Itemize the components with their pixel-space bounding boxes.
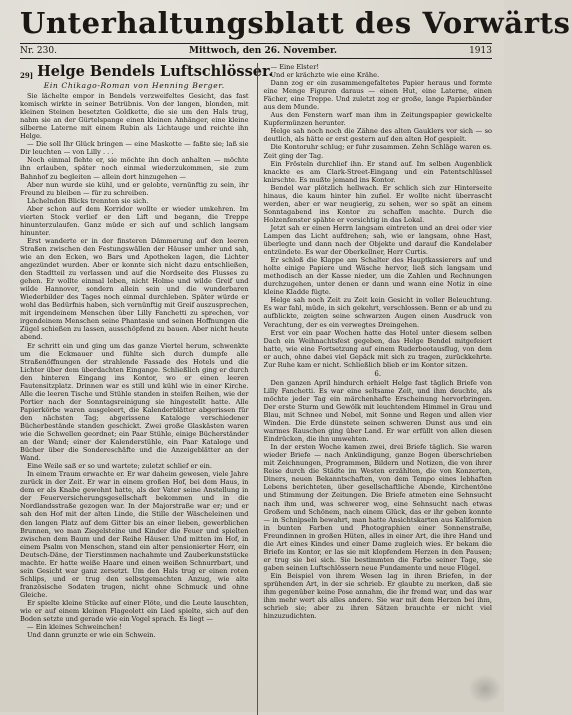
article-subtitle: Ein Chikago-Roman von Henning Berger. (43, 81, 225, 90)
installment-number: 29] (20, 70, 34, 80)
paragraph: Bendel war plötzlich hellwach. Er schlich sich zur Hinterseite hinaus, die kaum hinter hin zufiel. Er wollte nicht überrascht werden, aber er war neugierig, zu sehen, wer so spät an einem Sonntagabend ins Kontor zu schaffen machte. Durch die Holzenfenster spähte er vorsichtig in das Lokal. (263, 183, 492, 224)
article-title: Helge Bendels Luftschlösser. (37, 63, 274, 80)
paragraph: Erst vor ein paar Wochen hatte das Hotel unter diesem selben Dach ein Weihnachtsfest gegeben, das Helge Bendel mitgefeiert hatte, wie eine Fortsetzung auf einem Ruderbootausflug, von dem er auch, ohne dabei viel Gepäck mit sich zu tragen, zurückkehrte. Zur Ruhe kam er nicht. Schließlich blieb er im Kontor sitzen. (263, 328, 492, 369)
paragraph: Noch einmal flehte er, sie möchte ihn doch anhalten — möchte ihn erlauben, später noch einmal wiederzukommen, sie zum Bahnhof zu begleiten — allein dort hinzugehen — (20, 156, 249, 181)
paragraph: Aus den Fenstern warf man ihm in Zeitungspapier gewickelte Kupfermünzen herunter. (263, 111, 492, 128)
paragraph: Dann zog er ein zusammengefaltetes Papier heraus und formte eine Menge Figuren daraus — einen Hut, eine Laterne, einen Fächer, eine Treppe. Und zuletzt zog er große, lange Papierbänder aus dem Munde. (263, 79, 492, 112)
paragraph: Sie lächelte empor in Bendels verzweifeltes Gesicht, das fast komisch wirkte in seiner Betrübnis. Von der langen, blonden, mit kleinen Steinen besetzten Goldkette, die sie um den Hals trug, nahm sie an der Gürtelspange einen kleinen Anhänger, eine kleine silberne Laterne mit einem Rubin als Lichtauge und reichte ihn Helge. (20, 92, 249, 141)
paragraph: Helge sah noch noch die Zähne des alten Gauklers vor sich — so deutlich, als hätte er erst gestern auf den alten Hof gespielt. (263, 127, 492, 144)
paragraph: Er schritt ein und ging um das ganze Viertel herum, schwenkte um die Eckmauer und fühlte sich durch dumpfe alle Straßenöffnungen der strahlende Fassade des Hotels und die Lichter über dem überdachten Eingange. Schließlich ging er durch den hinteren Eingang ins Kontor, wo er einen leeren Fautensitzplatz. Drinnen war es still und kühl wie in einer Kirche. Alle die leeren Tische und Stühle standen in steifen Reihen, wie der Portier nach der Sonntagsreinigung sie hingestellt hatte. Alle Papierkörbe waren ausgeleert, die Kalenderblätter abgerissen für den nächsten Tag; abgerissene Kataloge verschiedener Bücherbestände standen geschickt. Zwei große Glaskästen waren wie die Schwellen geordnet; ein Paar Stühle, einige Bücherständer an der Wand; einer der Kalenderstühle, ein Paar Kataloge und Bücher über die Sondereschäfte und die Anzeigeblätter an der Wand. (20, 341, 249, 463)
column-left (20, 63, 274, 715)
paragraph: Er schloß die Klappe am Schalter des Hauptkassierers auf und holte einige Papiere und Wäsche hervor, ließ sich langsam und methodisch an der Kasse nieder, um die Zahlen und Rechnungen durchzugehen, unter denen er dann und wann eine Notiz in eine kleine Kladde fügte. (263, 256, 492, 297)
masthead: Unterhaltungsblatt des Vorwärts (20, 6, 571, 40)
paragraph: In einem Traum erwachte er. Er war daheim gewesen, viele Jahre zurück in der Zeit. Er war in einem großen Hof, bei dem Haus, in dem er als Knabe gewohnt hatte, als der Vater seine Anstellung in der Feuerversicherungsgesellschaft bekommen und in die Nordlandsstraße gezogen war. In der Majorstraße war er; und er sah den Hof mit der alten Linde, die Stille der Wäscheleinen und den langen Platz auf dem Gitter bis an einer lieben, gewerblichen Brunnen, wo man Ziegelsteine und Kinder die Feuer und spielten zwischen dem Baum und der Reihe Häuser. Und mitten im Hof, in einem Psalm von Menschen, stand ein alter pensionierter Herr, ein Deutsch-Däne, der Tierstimmen nachahmte und Zauberkunststücke machte. Er hatte weiße Haare und einen weißen Schnurrbart, und sein Gesicht war ganz zersetzt. Um den Hals trug er einen roten Schlips, und er trug den selbstgemachten Anzug, wie alte französische Sodaten trugen, nicht ohne Schmuck und ohne Gleiche. (20, 470, 249, 599)
column-right-text-top (264, 63, 493, 369)
paragraph: Lächelnden Blicks trennten sie sich. (27, 196, 149, 205)
paragraph: Aber schon auf dem Korridor wollte er wieder umkehren. Im vierten Stock verlief er den Lift und begann, die Treppe hinunterzulaufen. Ganz müde er sich auf und schlich langsam hinunter. (20, 204, 249, 237)
paragraph: Ein Frösteln durchlief ihn. Er stand auf. Im selben Augenblick knackte es am Clark-Street-Eingang und ein Patentschlüssel knirschte. Es mußte jemand ins Kontor. (263, 159, 492, 184)
paragraph: Und er krächzte wie eine Krähe. (270, 71, 380, 80)
issue-year: 1913 (469, 46, 492, 56)
paragraph: Erst wanderte er in der finsteren Dämmerung auf den leeren Straßen zwischen den Festungswällen der Häuser umher und sah, wie an den Ecken, wo Bars und Apotheken lagen, die Lichter angezündet wurden. Aber er konnte sich nicht dazu entschließen, den Stadtteil zu verlassen und auf die Nordseite des Flusses zu gehen. Er wollte einmal leben, nicht Holme und wilde Greif und wilde Hannover, sondern allein sein und die wunderbaren Wiederbilder des Tages noch einmal durchleben. Später würde er wohl das Bedürfnis haben, sich vernünftig mit Greif auszusprechen, mit irgendeinem Menschen über Lilly Fanchetti zu sprechen, vor irgendeinem Menschen seine Phantasie und seinen Hoffnungen die Zügel schießen zu lassen, ausschöpfend zu bauen. Aber nicht heute abend. (20, 236, 249, 342)
column-right (257, 63, 493, 715)
paragraph: — Ein kleines Schweinchen! (27, 623, 122, 632)
issue-date: Mittwoch, den 26. November. (189, 46, 338, 56)
article-headline (20, 63, 274, 80)
paragraph: — Die soll Ihr Glück bringen — eine Maskotte — faßte sie; laß sie Dir leuchten — von Lilly . . . (20, 140, 249, 157)
paragraph: Ein Beispiel von ihrem Wesen lag in ihren Briefen, in der sprühenden Art, in der sie schrieb. Er glaubte zu merken, daß sie ihm gegenüber keine Pose annahm, die ihr fremd war, und das war ihm mehr wert als alles andere. Sie war mit dem Herzen bei ihm, schrieb sie; aber zu ihren Sätzen brauchte er nicht viel hinzuzudichten. (263, 571, 492, 621)
issue-number: Nr. 230. (20, 46, 57, 56)
section-number: 6. (374, 369, 382, 378)
paragraph: Und dann grunzte er wie ein Schwein. (27, 631, 156, 640)
paper-shadow (468, 674, 502, 704)
paragraph: Den ganzen April hindurch erhielt Helge fast täglich Briefe von Lilly Fanchetti. Es war eine seltsame Zeit, und ihm deuchte, als möchte jeder Tag ein märchenhafte Erscheinung hervorbringen. Der erste Sturm und Gewölk mit leuchtendem Himmel in Grau und Blau, mit Schnee und Nebel, mit Sonne und Regen und allen vier Winden. Die Erde dünstete seinen schweren Dunst aus und ein warmes Rauschen ging über Land. Er war erfüllt von allen diesen Eindrücken, die ihn umwehten. (263, 378, 492, 444)
paragraph: Er spielte kleine Stücke auf einer Flöte, und die Leute lauschten, wie er auf einem kleinen Flageolett ein Lied spielte, sich auf den Boden setzte und gerade wie ein Vogel sprach. Es liegt — (20, 599, 249, 624)
paragraph: Eine Weile saß er so und wartete; zuletzt schlief er ein. (27, 462, 212, 471)
paragraph: Jetzt sah er einen Herrn langsam eintreten und an drei oder vier Lampen das Licht aufdrehen; sah, wie er langsam, ohne Hast, überlegte und dann nach der Objekte und darauf die Kandelaber entzündete. Es war der Oberkellner, Herr Curtis. (263, 223, 492, 257)
column-left-text (20, 92, 249, 639)
column-right-text-bottom (264, 379, 493, 620)
paragraph: — Eine Elster! (270, 63, 320, 71)
paragraph: Aber nun wurde sie kühl, und er gelobte, vernünftig zu sein, ihr Freund zu bleiben — für zu schreiben. (20, 180, 249, 197)
paragraph: Helge sah noch Zeit zu Zeit kein Gesicht in voller Beleuchtung. Es war fahl, müde, in sich gekehrt, verschlossen. Benn er ab und zu aufblickte, zeigten seine schwarzen Augen einen Ausdruck von Verachtung, der es ein verwegtes Dreingehen. (263, 296, 492, 329)
paragraph: In der ersten Woche kamen zwei, drei Briefe täglich. Sie waren wieder Briefe — nach Ankündigung, ganze Bogen überschrieben mit Zeichnungen, Programmen, Bildern und Notizen, die von ihrer Reise durch die Städte im Westen erzählten, die von Konzerten, Diners, neuen Bekanntschaften, von dem Tempo eines lebhaften Lebens berichteten, über gesellschaftliche Abende, Kirchentöne und Stimmung der Zeitungen. Die Briefe atmeten eine Sehnsucht nach ihm und, was schwerer wog, eine Sehnsucht nach etwas Großem und Schönem, nach einem Glück, das er ihr geben konnte — in Schnipseln bewahrt, man hatte Ansichtskarten aus Kalifornien in bunten Farben und Photographien einer Sonnenstraße, Freundinnen in großen Hüten, alles in einer Art, die ihre Hand und die Art eines Kindes und einer Dame zugleich wies. Er bekam die Briefe im Kontor, er las sie mit klopfendem Herzen in den Pausen; er trug sie bei sich. Sie bestimmten die Farbe seiner Tage, sie gaben seinen Luftschlössern neue Fundamente und neue Flügel. (263, 443, 492, 572)
columns (20, 63, 492, 715)
paragraph: Die Kontoruhr schlug; er fuhr zusammen. Zehn Schläge waren es. Zeit ging der Tag. (263, 143, 492, 160)
dateline (20, 43, 492, 59)
